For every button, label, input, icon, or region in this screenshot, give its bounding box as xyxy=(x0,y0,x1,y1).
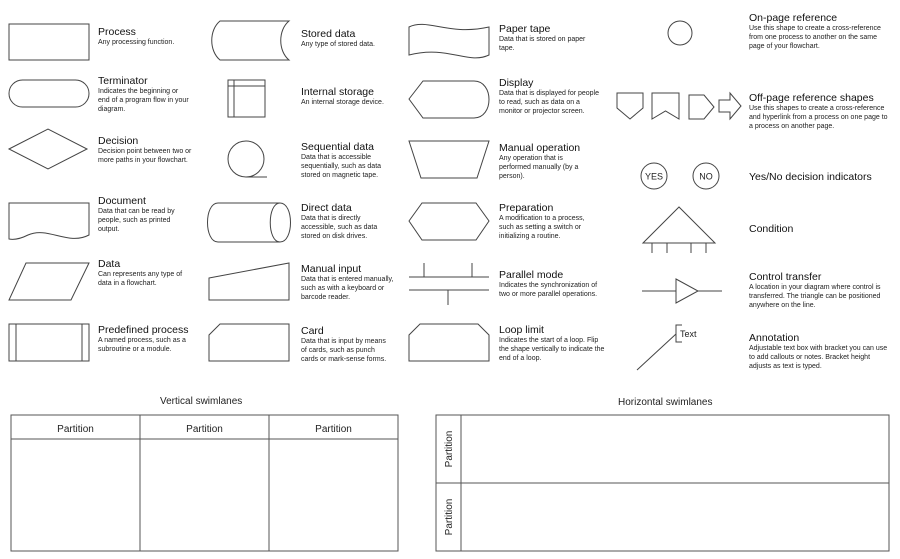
vertical-swimlanes-title: Vertical swimlanes xyxy=(160,396,243,407)
yes-no-indicators-shape[interactable] xyxy=(640,162,720,192)
vertical-partition-label: Partition xyxy=(57,424,94,435)
card-title: Card xyxy=(301,325,324,337)
annotation-title: Annotation xyxy=(749,332,800,344)
internal-storage-desc: An internal storage device. xyxy=(301,99,384,106)
condition-entry xyxy=(749,223,889,235)
data-title: Data xyxy=(98,258,121,270)
yes-indicator-label: YES xyxy=(644,171,664,182)
sequential-data-entry xyxy=(301,141,393,180)
horizontal-swimlanes-title: Horizontal swimlanes xyxy=(618,397,713,408)
predefined-process-shape[interactable] xyxy=(8,323,90,363)
data-entry xyxy=(98,258,190,288)
process-title: Process xyxy=(98,26,136,38)
display-shape[interactable] xyxy=(408,80,490,120)
control-transfer-shape[interactable] xyxy=(641,276,723,306)
data-shape[interactable] xyxy=(8,262,90,302)
stored-data-shape[interactable] xyxy=(208,20,290,62)
loop-limit-title: Loop limit xyxy=(499,324,544,336)
predefined-process-title: Predefined process xyxy=(98,324,189,336)
process-entry xyxy=(98,26,203,47)
off-page-reference-entry xyxy=(749,92,889,131)
preparation-desc: A modification to a process, such as setting a switch or initializing a routine. xyxy=(499,215,585,240)
off-page-banner xyxy=(652,93,679,119)
off-page-pentagon-right xyxy=(689,95,714,119)
terminator-title: Terminator xyxy=(98,75,148,87)
document-title: Document xyxy=(98,195,146,207)
preparation-entry xyxy=(499,202,594,241)
process-shape[interactable] xyxy=(8,23,90,61)
terminator-entry xyxy=(98,75,190,114)
manual-input-entry xyxy=(301,263,397,302)
vertical-partition-label: Partition xyxy=(315,424,352,435)
sequential-data-shape[interactable] xyxy=(227,140,269,182)
yes-no-title: Yes/No decision indicators xyxy=(749,171,872,183)
on-page-reference-entry xyxy=(749,12,889,51)
loop-limit-entry xyxy=(499,324,609,363)
annotation-entry xyxy=(749,332,889,371)
direct-data-title: Direct data xyxy=(301,202,352,214)
internal-storage-title: Internal storage xyxy=(301,86,374,98)
horizontal-swimlanes-shape[interactable] xyxy=(435,414,891,554)
stored-data-title: Stored data xyxy=(301,28,356,40)
internal-storage-entry xyxy=(301,86,401,107)
manual-operation-shape[interactable] xyxy=(408,140,490,180)
control-transfer-entry xyxy=(749,271,887,310)
paper-tape-title: Paper tape xyxy=(499,23,551,35)
stored-data-entry xyxy=(301,28,401,49)
on-page-reference-desc: Use this shape to create a cross-reference from one process to another on the same page of your flowchart. xyxy=(749,25,881,50)
preparation-shape[interactable] xyxy=(408,202,490,242)
sequential-data-title: Sequential data xyxy=(301,141,374,153)
off-page-reference-desc: Use this shapes to create a cross-reference and hyperlink from a process on one page to a process on another page. xyxy=(749,105,888,130)
display-desc: Data that is displayed for people to read, such as data on a monitor or projector screen. xyxy=(499,90,600,115)
decision-title: Decision xyxy=(98,135,139,147)
annotation-shape[interactable] xyxy=(636,324,702,372)
card-desc: Data that is input by means of cards, such as punch cards or mark-sense forms. xyxy=(301,338,387,363)
yes-no-entry xyxy=(749,171,889,183)
condition-title: Condition xyxy=(749,223,794,235)
decision-entry xyxy=(98,135,193,165)
off-page-arrow xyxy=(719,93,741,119)
off-page-reference-shapes[interactable] xyxy=(616,92,742,122)
manual-operation-desc: Any operation that is performed manually (by a person). xyxy=(499,155,579,180)
off-page-pentagon-down xyxy=(617,93,643,119)
control-transfer-desc: A location in your diagram where control is transferred. The triangle can be positioned anywhere on the line. xyxy=(749,284,881,309)
display-title: Display xyxy=(499,77,534,89)
off-page-reference-title: Off-page reference shapes xyxy=(749,92,874,104)
card-shape[interactable] xyxy=(208,323,290,363)
parallel-mode-entry xyxy=(499,269,605,299)
paper-tape-entry xyxy=(499,23,594,53)
parallel-mode-shape[interactable] xyxy=(408,262,490,308)
document-shape[interactable] xyxy=(8,202,90,244)
annotation-text: Text xyxy=(680,329,697,339)
condition-shape[interactable] xyxy=(642,206,720,258)
loop-limit-desc: Indicates the start of a loop. Flip the shape vertically to indicate the end of a loop. xyxy=(499,337,605,362)
sequential-data-desc: Data that is accessible sequentially, such as data stored on magnetic tape. xyxy=(301,154,382,179)
on-page-reference-title: On-page reference xyxy=(749,12,838,24)
data-desc: Can represents any type of data in a flowchart. xyxy=(98,271,183,287)
horizontal-partition-label: Partition xyxy=(444,430,455,468)
decision-desc: Decision point between two or more paths in your flowchart. xyxy=(98,148,192,164)
decision-shape[interactable] xyxy=(8,128,90,170)
annotation-desc: Adjustable text box with bracket you can use to add callouts or notes. Bracket height adjusts as text is typed. xyxy=(749,345,888,370)
predefined-process-desc: A named process, such as a subroutine or a module. xyxy=(98,337,186,353)
process-desc: Any processing function. xyxy=(98,39,175,46)
vertical-partition-label: Partition xyxy=(186,424,223,435)
card-entry xyxy=(301,325,393,364)
direct-data-desc: Data that is directly accessible, such as data stored on disk drives. xyxy=(301,215,378,240)
control-transfer-title: Control transfer xyxy=(749,271,822,283)
parallel-mode-title: Parallel mode xyxy=(499,269,564,281)
direct-data-shape[interactable] xyxy=(208,202,292,244)
internal-storage-shape[interactable] xyxy=(227,79,267,119)
terminator-shape[interactable] xyxy=(8,79,90,109)
manual-operation-entry xyxy=(499,142,594,181)
horizontal-partition-label: Partition xyxy=(444,498,455,536)
manual-input-desc: Data that is entered manually, such as with a keyboard or barcode reader. xyxy=(301,276,394,301)
manual-input-shape[interactable] xyxy=(208,262,290,302)
stored-data-desc: Any type of stored data. xyxy=(301,41,375,48)
preparation-title: Preparation xyxy=(499,202,554,214)
predefined-process-entry xyxy=(98,324,198,354)
no-indicator-label: NO xyxy=(699,171,713,182)
on-page-reference-shape[interactable] xyxy=(667,20,695,48)
document-desc: Data that can be read by people, such as printed output. xyxy=(98,208,175,233)
display-entry xyxy=(499,77,605,116)
paper-tape-shape[interactable] xyxy=(408,22,490,62)
direct-data-entry xyxy=(301,202,393,241)
terminator-desc: Indicates the beginning or end of a program flow in your diagram. xyxy=(98,88,189,113)
manual-operation-title: Manual operation xyxy=(499,142,581,154)
paper-tape-desc: Data that is stored on paper tape. xyxy=(499,36,586,52)
vertical-swimlanes-shape[interactable] xyxy=(10,414,400,554)
loop-limit-shape[interactable] xyxy=(408,323,490,363)
document-entry xyxy=(98,195,186,234)
manual-input-title: Manual input xyxy=(301,263,362,275)
parallel-mode-desc: Indicates the synchronization of two or more parallel operations. xyxy=(499,282,598,298)
